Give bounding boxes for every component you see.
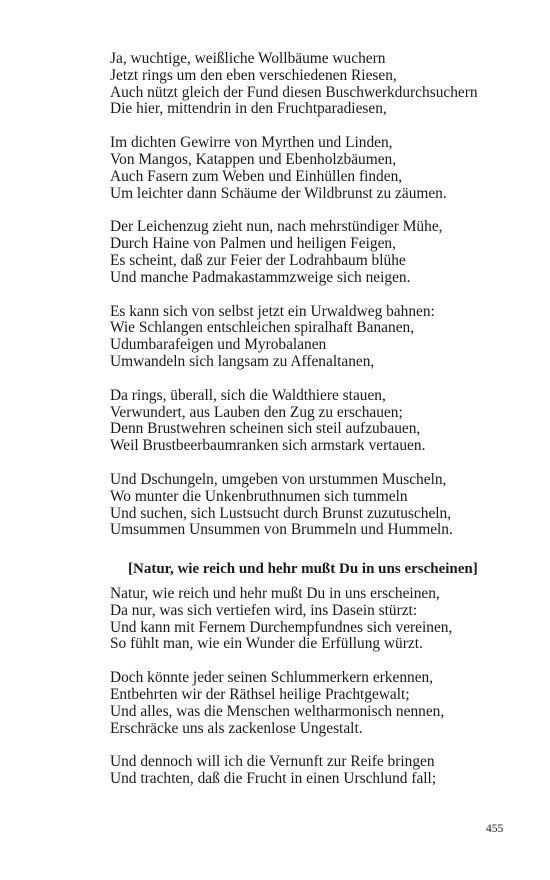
verse-line: So fühlt man, wie ein Wunder die Erfüllung würzt. [110,635,423,653]
verse-line: Und manche Padmakastammzweige sich neigen. [110,268,411,286]
stanza [110,51,530,118]
verse-line: Auch Fasern zum Weben und Einhüllen finden, [110,167,403,185]
stanza [110,754,530,788]
verse-line: Verwundert, aus Lauben den Zug zu erschauen; [110,403,403,421]
verse-line: Doch könnte jeder seinen Schlummerkern erkennen, [110,669,434,687]
verse-line: Erschräcke uns als zackenlose Ungestalt. [110,719,363,737]
verse-line: Da nur, was sich vertiefen wird, ins Dasein stürzt: [110,601,418,619]
verse-line: Wo munter die Unkenbruthnumen sich tummeln [110,487,408,505]
text-column [110,51,530,805]
verse-line: Und Dschungeln, umgeben von urstummen Muscheln, [110,470,447,488]
verse-line: Jetzt rings um den eben verschiedenen Riesen, [110,66,397,84]
verse-line: Weil Brustbeerbaumranken sich armstark vertauen. [110,437,426,455]
verse-line: Natur, wie reich und hehr mußt Du in uns erscheinen, [110,584,440,602]
verse-line: Von Mangos, Katappen und Ebenholzbäumen, [110,150,397,168]
verse-line: Und suchen, sich Lustsucht durch Brunst zuzutuscheln, [110,504,452,522]
poem-title: [Natur, wie reich und hehr mußt Du in uns erscheinen] [128,561,478,578]
verse-line: Um leichter dann Schäume der Wildbrunst zu zäumen. [110,184,447,202]
verse-line: Es kann sich von selbst jetzt ein Urwaldweg bahnen: [110,302,435,320]
stanza [110,388,530,455]
stanza [110,135,530,202]
verse-line: Und alles, was die Menschen weltharmonisch nennen, [110,702,445,720]
verse-line: Und dennoch will ich die Vernunft zur Reife bringen [110,753,435,771]
verse-line: Und trachten, daß die Frucht in einen Urschlund fall; [110,770,437,788]
verse-line: Es scheint, daß zur Feier der Lodrahbaum blühe [110,251,406,269]
verse-line: Umsummen Unsummen von Brummeln und Hummeln. [110,521,453,539]
stanza [110,586,530,653]
stanza [110,472,530,539]
verse-line: Und kann mit Fernem Durchempfundnes sich vereinen, [110,618,453,636]
verse-line: Durch Haine von Palmen und heiligen Feigen, [110,235,396,253]
verse-line: Da rings, überall, sich die Waldthiere stauen, [110,386,386,404]
verse-line: Der Leichenzug zieht nun, nach mehrstündiger Mühe, [110,218,443,236]
verse-line: Udumbarafeigen und Myrobalanen [110,336,327,354]
stanza [110,670,530,737]
verse-line: Umwandeln sich langsam zu Affenaltanen, [110,352,375,370]
verse-line: Denn Brustwehren scheinen sich steil aufzubauen, [110,420,421,438]
verse-line: Wie Schlangen entschleichen spiralhaft Bananen, [110,319,415,337]
page-number: 455 [486,823,504,835]
verse-line: Entbehrten wir der Räthsel heilige Prachtgewalt; [110,685,410,703]
verse-line: Die hier, mittendrin in den Fruchtparadiesen, [110,100,387,118]
stanza [110,304,530,371]
verse-line: Auch nützt gleich der Fund diesen Buschwerkdurchsuchern [110,83,478,101]
stanza [110,219,530,286]
verse-line: Im dichten Gewirre von Myrthen und Linden, [110,134,393,152]
verse-line: Ja, wuchtige, weißliche Wollbäume wuchern [110,50,386,67]
